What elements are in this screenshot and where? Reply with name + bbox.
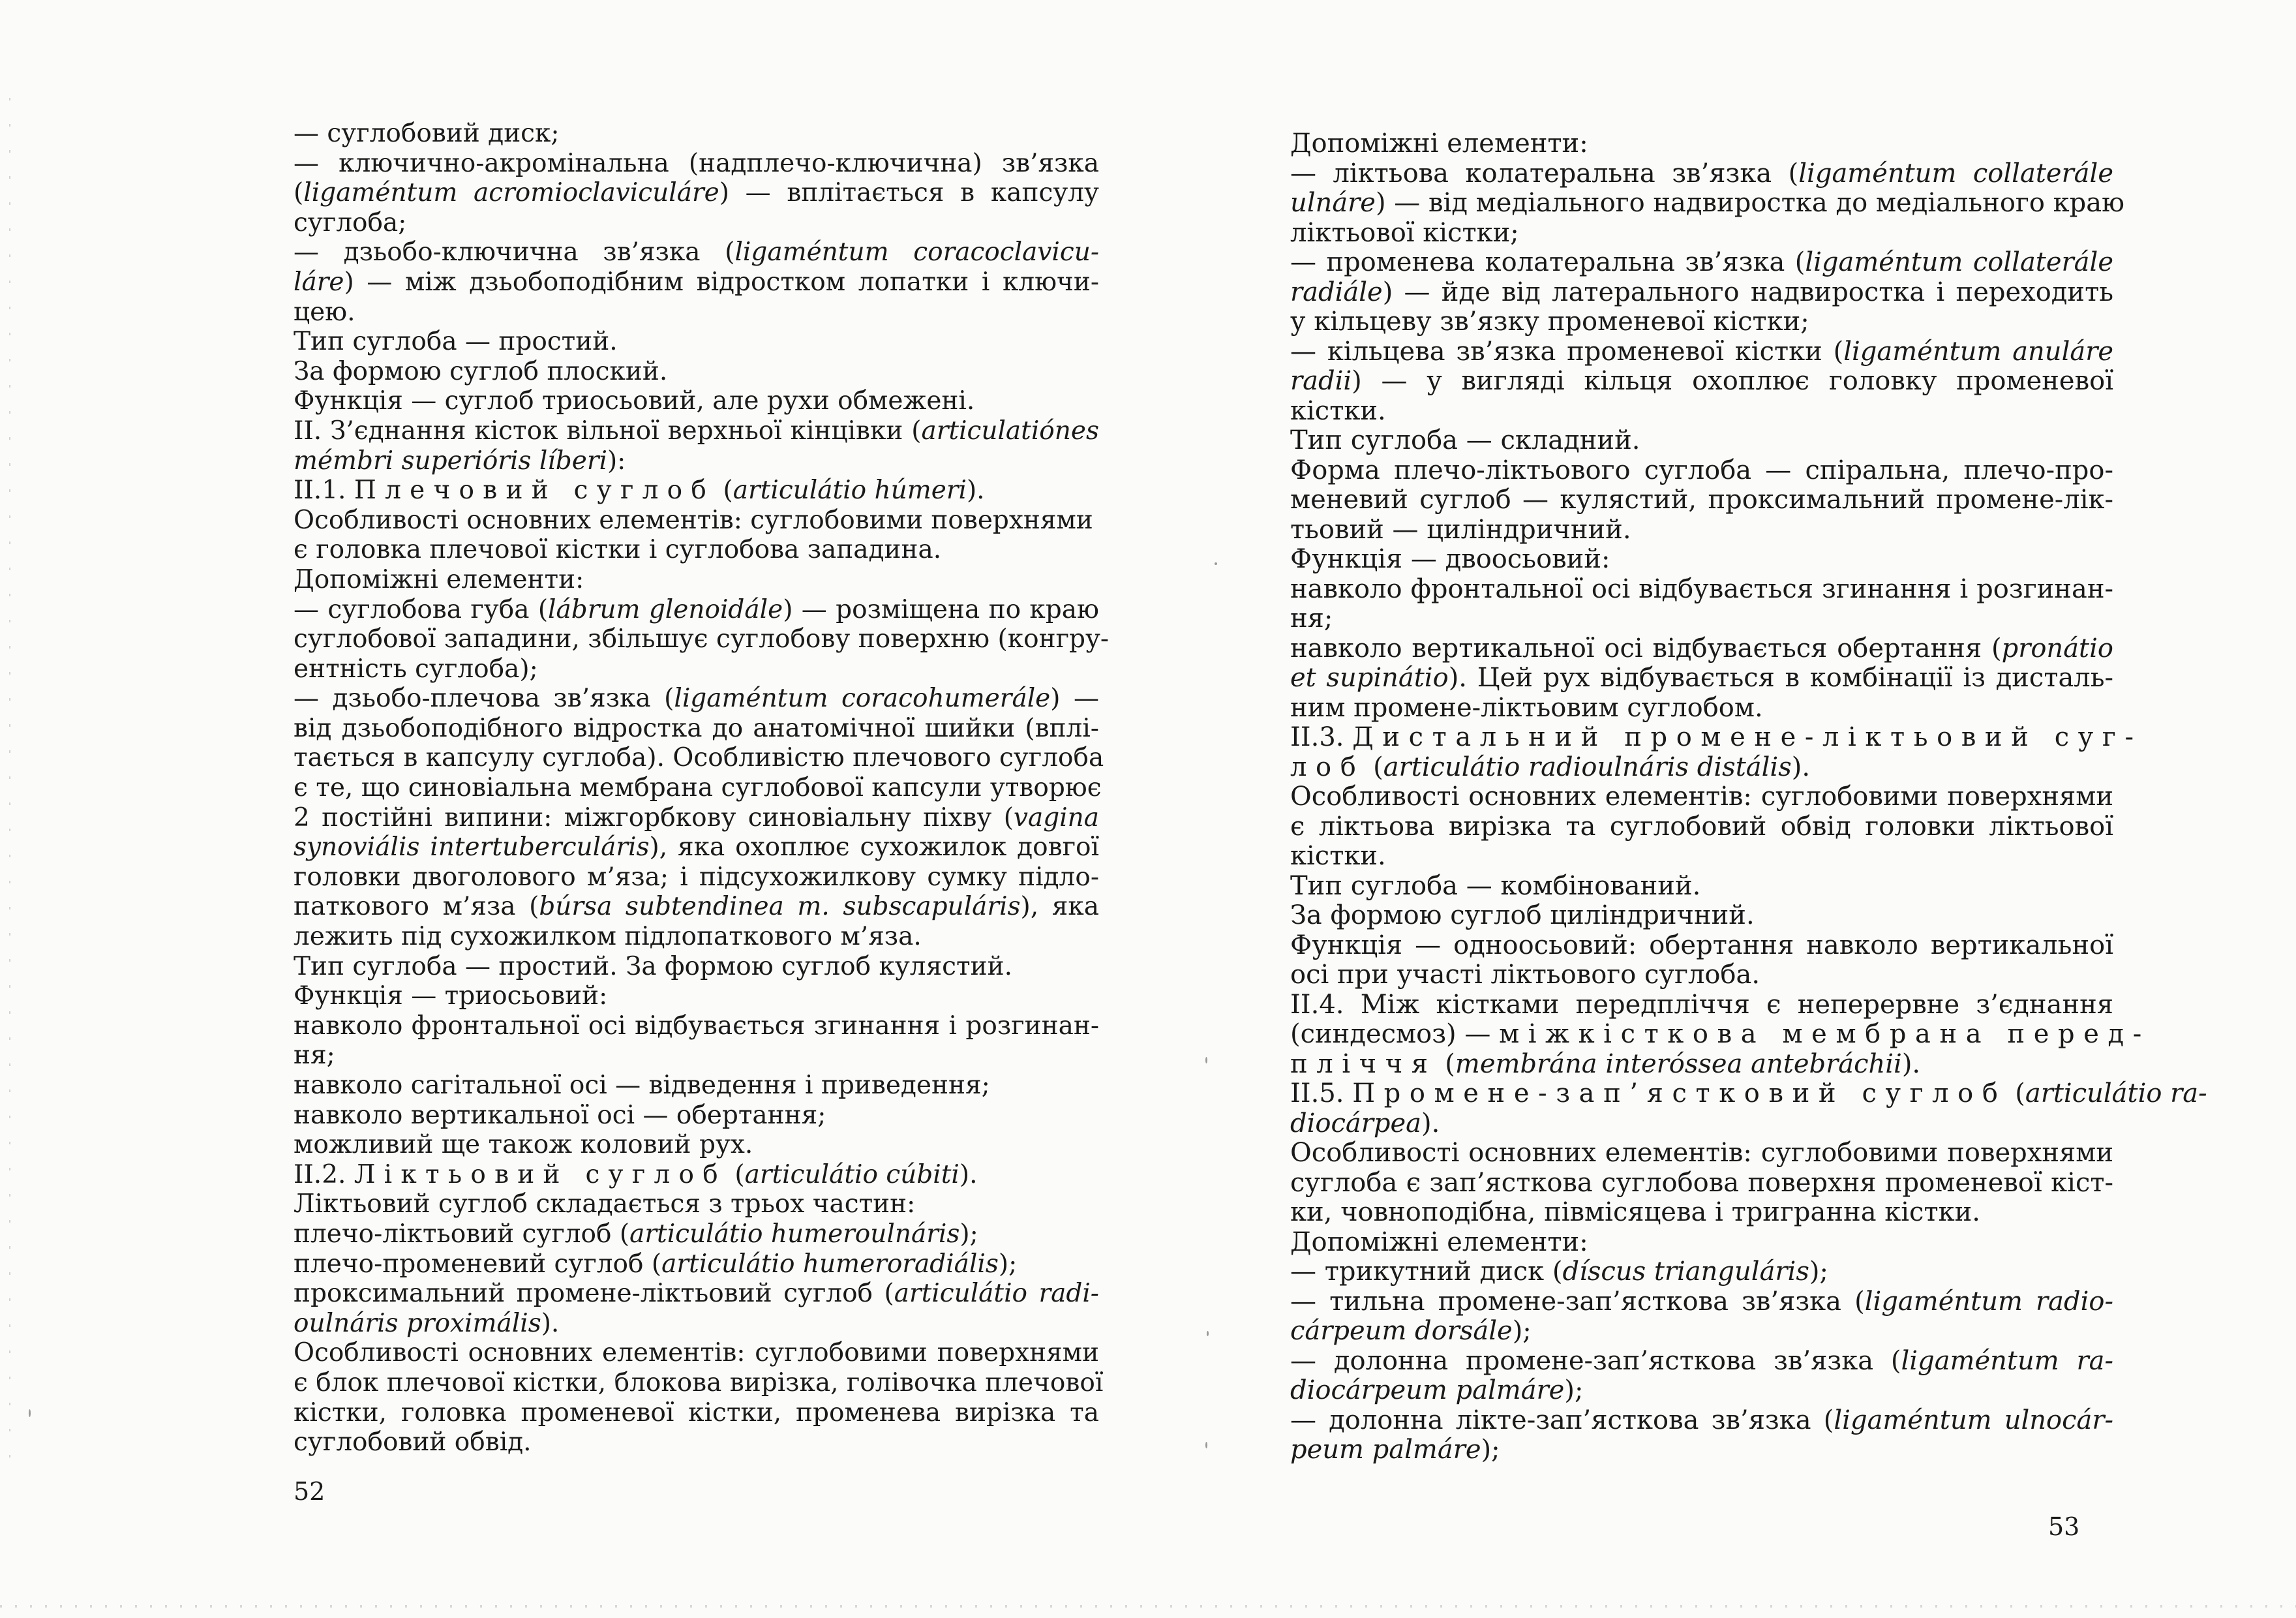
text-line: головки двоголового м’яза; і підсухожилкову сумку підло- [294, 862, 1099, 892]
text-line: є блок плечової кістки, блокова вирізка, голівочка плечової [294, 1367, 1104, 1397]
text-line: Тип суглоба — простий. [294, 327, 618, 357]
left-page-text [294, 119, 1110, 1458]
text-line: Функція — суглоб триосьовий, але рухи обмежені. [294, 386, 975, 416]
text-line: кістки. [1290, 395, 1386, 426]
text-line: ulnáre) — від медіального надвиростка до медіального краю [1290, 188, 2124, 218]
scan-speck [1207, 1331, 1209, 1336]
text-line: ентність суглоба); [294, 654, 538, 684]
text-line: пліччя (membrána interóssea antebráchii). [1290, 1048, 1921, 1079]
text-line: ня; [1290, 603, 1333, 633]
text-line: Допоміжні елементи: [1290, 129, 1588, 159]
text-line: проксимальний промене-ліктьовий суглоб (articulátio radi- [294, 1279, 1099, 1309]
text-line: ліктьової кістки; [1290, 217, 1519, 248]
text-line: тьовий — циліндричний. [1290, 514, 1631, 545]
text-line: навколо вертикальної осі відбувається обертання (pronátio [1290, 633, 2113, 664]
text-line: є головка плечової кістки і суглобова западина. [294, 535, 942, 565]
text-line: — променева колатеральна зв’язка (ligaméntum collaterále [1290, 247, 2113, 277]
scan-speck [1215, 562, 1217, 565]
text-line: II.4. Між кістками передпліччя є неперервне з’єднання [1290, 989, 2113, 1020]
text-line: oulnáris proximális). [294, 1308, 560, 1338]
right-page-number: 53 [2048, 1512, 2080, 1541]
text-line: radii) — у вигляді кільця охоплює головку променевої [1290, 366, 2113, 396]
text-line: — суглобова губа (lábrum glenoidále) — розміщена по краю [294, 594, 1099, 624]
text-line: II.2. Ліктьовий суглоб (articulátio cúbiti). [294, 1159, 978, 1189]
text-line: cárpeum dorsále); [1290, 1316, 1532, 1346]
text-line: Тип суглоба — простий. За формою суглоб кулястий. [294, 951, 1012, 981]
text-line: суглобової западини, збільшує суглобову поверхню (конгру- [294, 624, 1110, 654]
scan-speck [1205, 1442, 1207, 1448]
text-line: можливий ще також коловий рух. [294, 1130, 753, 1160]
text-line: — дзьобо-ключична зв’язка (ligaméntum coracoclavicu- [294, 237, 1100, 267]
text-line: паткового м’яза (búrsa subtendinea m. subscapuláris), яка [294, 892, 1099, 922]
text-line: Тип суглоба — комбінований. [1290, 870, 1701, 901]
text-line: et supinátio). Цей рух відбувається в комбінації із дисталь- [1290, 663, 2113, 693]
left-page-number: 52 [294, 1477, 325, 1506]
text-line: — ліктьова колатеральна зв’язка (ligaméntum collaterále [1290, 158, 2113, 189]
text-line: — трикутний диск (díscus trianguláris); [1290, 1257, 1828, 1287]
text-line: ним промене-ліктьовим суглобом. [1290, 692, 1763, 723]
scan-speck [29, 1409, 31, 1417]
text-line: ки, човноподібна, півмісяцева і тригранна кістки. [1290, 1197, 1980, 1227]
text-line: лежить під сухожилком підлопаткового м’яза. [294, 922, 922, 952]
text-line: diocárpeum palmáre); [1290, 1375, 1584, 1405]
text-line: За формою суглоб циліндричний. [1290, 900, 1755, 930]
text-line: лоб (articulátio radioulnáris distális). [1290, 752, 1811, 782]
text-line: є ліктьова вирізка та суглобовий обвід головки ліктьової [1290, 811, 2113, 842]
scan-bottom-noise [0, 1605, 2296, 1608]
text-line: peum palmáre); [1290, 1435, 1500, 1465]
text-line: Функція — двоосьовий: [1290, 544, 1610, 574]
text-line: II.5. Промене-зап’ястковий суглоб (articulátio ra- [1290, 1078, 2207, 1108]
text-line: — ключично-акромінальна (надплечо-ключична) зв’язка [294, 148, 1099, 178]
text-line: (ligaméntum acromioclaviculáre) — вплітається в капсулу [294, 178, 1099, 208]
scan-speck [1205, 1057, 1207, 1063]
text-line: навколо фронтальної осі відбувається згинання і розгинан- [294, 1011, 1099, 1041]
text-line: diocárpea). [1290, 1108, 1440, 1138]
text-line: II.3. Дистальний промене-ліктьовий суг- [1290, 722, 2143, 752]
text-line: цею. [294, 297, 355, 327]
text-line: mémbri superióris líberi): [294, 446, 626, 476]
text-line: Допоміжні елементи: [1290, 1227, 1588, 1257]
text-line: плечо-променевий суглоб (articulátio humeroradiális); [294, 1249, 1018, 1279]
text-line: radiále) — йде від латерального надвиростка і переходить [1290, 277, 2113, 307]
text-line: — дзьобо-плечова зв’язка (ligaméntum coracohumerále) — [294, 684, 1099, 714]
text-line: меневий суглоб — кулястий, проксимальний промене-лік- [1290, 485, 2113, 515]
text-line: Форма плечо-ліктьового суглоба — спіральна, плечо-про- [1290, 455, 2113, 485]
text-line: тається в капсулу суглоба). Особливістю плечового суглоба [294, 743, 1104, 773]
text-line: (синдесмоз) — міжкісткова мембрана перед- [1290, 1019, 2151, 1049]
text-line: навколо вертикальної осі — обертання; [294, 1100, 826, 1130]
text-line: від дзьобоподібного відростка до анатомічної шийки (вплі- [294, 713, 1099, 743]
text-line: — тильна промене-зап’ясткова зв’язка (ligaméntum radio- [1290, 1286, 2113, 1317]
text-line: synoviális intertuberculáris), яка охоплює сухожилок довгої [294, 832, 1099, 862]
text-line: Допоміжні елементи: [294, 564, 584, 594]
text-line: навколо фронтальної осі відбувається згинання і розгинан- [1290, 573, 2113, 604]
text-line: навколо сагітальної осі — відведення і приведення; [294, 1071, 990, 1100]
text-line: За формою суглоб плоский. [294, 356, 668, 386]
text-line: — долонна промене-зап’ясткова зв’язка (ligaméntum ra- [1290, 1345, 2113, 1376]
text-line: láre) — між дзьобоподібним відростком лопатки і ключи- [294, 267, 1099, 297]
text-line: Функція — одноосьовий: обертання навколо вертикальної [1290, 930, 2113, 960]
right-page-text [1290, 129, 2207, 1465]
text-line: у кільцеву зв’язку променевої кістки; [1290, 307, 1809, 337]
text-line: Особливості основних елементів: суглобовими поверхнями [1290, 782, 2113, 812]
text-line: є те, що синовіальна мембрана суглобової капсули утворює [294, 773, 1102, 803]
text-line: Ліктьовий суглоб складається з трьох частин: [294, 1189, 916, 1219]
text-line: осі при участі ліктьового суглоба. [1290, 960, 1760, 990]
text-line: Особливості основних елементів: суглобовими поверхнями [294, 505, 1093, 535]
text-line: II.1. Плечовий суглоб (articulátio húmeri). [294, 476, 985, 506]
text-line: кістки. [1290, 841, 1386, 871]
text-line: — кільцева зв’язка променевої кістки (ligaméntum anuláre [1290, 336, 2114, 367]
text-line: Особливості основних елементів: суглобовими поверхнями [294, 1338, 1099, 1368]
text-line: плечо-ліктьовий суглоб (articulátio humeroulnáris); [294, 1219, 978, 1249]
text-line: кістки, головка променевої кістки, променева вирізка та [294, 1397, 1099, 1427]
right-page [1148, 0, 2296, 1618]
text-line: Тип суглоба — складний. [1290, 425, 1640, 455]
text-line: 2 постійні випини: міжгорбкову синовіальну піхву (vagina [294, 802, 1099, 832]
text-line: суглоба є зап’ясткова суглобова поверхня променевої кіст- [1290, 1167, 2113, 1198]
text-line: Особливості основних елементів: суглобовими поверхнями [1290, 1138, 2113, 1168]
text-line: суглобовий обвід. [294, 1427, 532, 1458]
text-line: — долонна лікте-зап’ясткова зв’язка (ligaméntum ulnocár- [1290, 1405, 2113, 1435]
text-line: Функція — триосьовий: [294, 981, 608, 1011]
text-line: суглоба; [294, 207, 407, 237]
text-line: II. З’єднання кісток вільної верхньої кінцівки (articulatiónes [294, 416, 1099, 446]
text-line: ня; [294, 1041, 335, 1071]
text-line: — суглобовий диск; [294, 119, 560, 148]
